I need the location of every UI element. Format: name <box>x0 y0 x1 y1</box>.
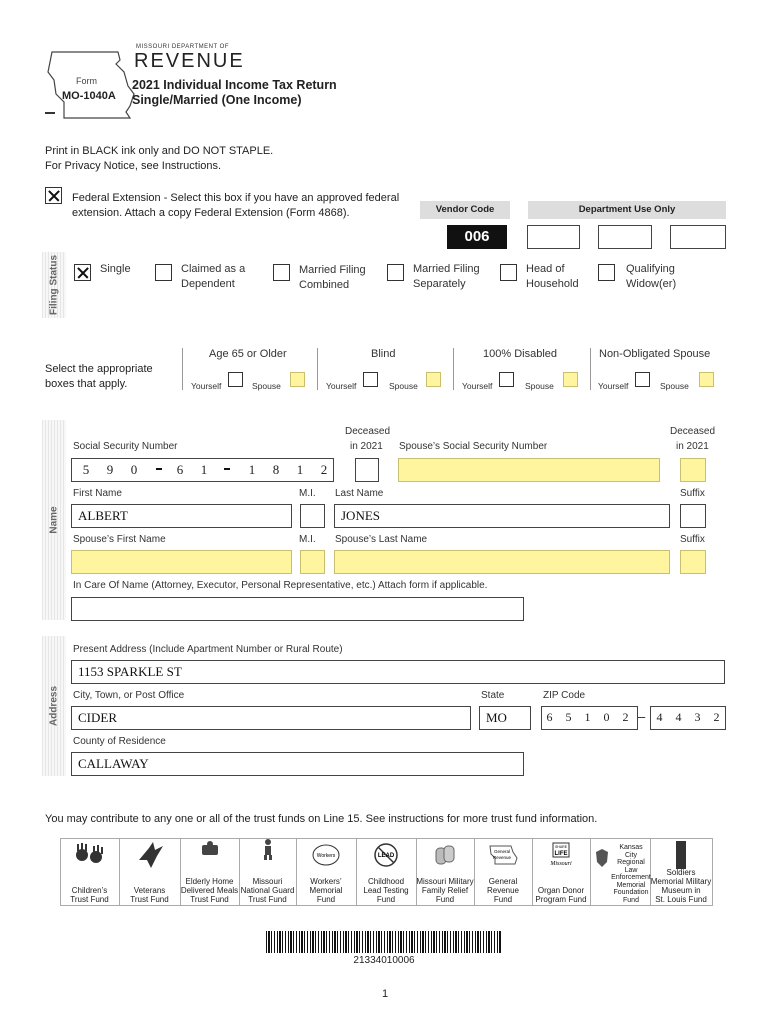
agency-small: MISSOURI DEPARTMENT OF <box>136 44 230 50</box>
filing-status-sidebar: Filing Status <box>42 252 66 318</box>
filing-status-separately-label-2: Separately <box>413 278 466 290</box>
spouse-mi-label: M.I. <box>299 534 316 545</box>
street-address-field[interactable]: 1153 SPARKLE ST <box>71 660 725 684</box>
form-subtitle: Single/Married (One Income) <box>132 93 302 107</box>
ssn-part-2: 6 1 <box>176 462 208 477</box>
address-sidebar: Address <box>42 636 66 776</box>
extension-text-1: Federal Extension - Select this box if you have an approved federal <box>72 192 400 204</box>
disabled-spouse-label: Spouse <box>525 381 554 391</box>
trust-fund-soldiers-museum[interactable]: Soldiers Memorial Military Museum in St. Louis Fund <box>650 838 712 906</box>
deceased-checkbox[interactable] <box>355 458 379 482</box>
instruction-privacy: For Privacy Notice, see Instructions. <box>45 160 222 172</box>
extension-text-2: extension. Attach a copy Federal Extension (Form 4868). <box>72 207 350 219</box>
barcode-number: 21334010006 <box>353 955 415 966</box>
svg-text:Missouri: Missouri <box>550 861 572 867</box>
form-title: 2021 Individual Income Tax Return <box>132 78 337 92</box>
mi-label: M.I. <box>299 488 316 499</box>
mi-field[interactable] <box>300 504 325 528</box>
deceased-label-1: Deceased <box>345 426 391 437</box>
department-use-label: Department Use Only <box>528 201 726 219</box>
page-number: 1 <box>381 988 389 1000</box>
blind-spouse-checkbox[interactable] <box>426 372 441 387</box>
spouse-mi-field[interactable] <box>300 550 325 574</box>
filing-status-dependent-label-2: Dependent <box>181 278 235 290</box>
name-sidebar: Name <box>42 420 66 620</box>
ssn-part-3: 1 8 1 2 <box>248 462 328 477</box>
disabled-yourself-checkbox[interactable] <box>499 372 514 387</box>
city-label: City, Town, or Post Office <box>73 690 185 701</box>
disabled-yourself-label: Yourself <box>462 381 493 391</box>
deceased-label-2: in 2021 <box>350 441 383 452</box>
disabled-spouse-checkbox[interactable] <box>563 372 578 387</box>
select-prompt-1: Select the appropriate <box>45 363 153 375</box>
blind-heading: Blind <box>371 348 396 360</box>
filing-status-combined-checkbox[interactable] <box>273 264 290 281</box>
non-obligated-spouse-checkbox[interactable] <box>699 372 714 387</box>
ssn-part-1: 5 9 0 <box>82 462 138 477</box>
state-field[interactable]: MO <box>479 706 531 730</box>
trust-fund-children[interactable]: Children’s Trust Fund <box>60 838 120 906</box>
spouse-last-name-label: Spouse’s Last Name <box>335 534 428 545</box>
spouse-ssn-field[interactable] <box>398 458 660 482</box>
care-of-label: In Care Of Name (Attorney, Executor, Personal Representative, etc.) Attach form if applicable. <box>73 580 488 591</box>
filing-status-head-checkbox[interactable] <box>500 264 517 281</box>
state-label: State <box>481 690 505 701</box>
divider <box>317 348 318 390</box>
trust-fund-intro: You may contribute to any one or all of the trust funds on Line 15. See instructions for more trust fund information. <box>45 813 598 825</box>
filing-status-combined-label-2: Combined <box>299 279 350 291</box>
spouse-first-name-field[interactable] <box>71 550 292 574</box>
filing-status-single-checkbox[interactable] <box>74 264 91 281</box>
badge-icon <box>594 848 610 871</box>
dog-tags-icon <box>416 838 474 872</box>
form-number: MO-1040A <box>62 90 116 102</box>
handprints-icon <box>60 838 119 872</box>
museum-icon <box>650 838 712 872</box>
filing-status-head-label-1: Head of <box>526 263 565 275</box>
dept-use-box-3 <box>670 225 726 249</box>
disabled-heading: 100% Disabled <box>483 348 557 360</box>
non-obligated-spouse-label: Spouse <box>660 381 689 391</box>
county-label: County of Residence <box>73 736 166 747</box>
zip-label: ZIP Code <box>543 690 586 701</box>
filing-status-dependent-checkbox[interactable] <box>155 264 172 281</box>
trust-fund-national-guard[interactable]: Missouri National Guard Trust Fund <box>239 838 297 906</box>
svg-text:LEAD: LEAD <box>377 853 395 859</box>
dept-use-box-1 <box>527 225 580 249</box>
filing-status-widow-label-1: Qualifying <box>626 263 675 275</box>
trust-fund-general-revenue[interactable]: General Revenue General Revenue Fund <box>474 838 533 906</box>
filing-status-single-label: Single <box>100 263 131 275</box>
workers-icon <box>296 838 356 872</box>
age-65-spouse-checkbox[interactable] <box>290 372 305 387</box>
no-lead-icon <box>356 838 416 872</box>
spouse-deceased-label-1: Deceased <box>670 426 716 437</box>
spouse-ssn-label: Spouse’s Social Security Number <box>399 441 548 452</box>
trust-fund-workers-memorial[interactable]: Workers Workers’ Memorial Fund <box>296 838 357 906</box>
divider <box>590 348 591 390</box>
suffix-field[interactable] <box>680 504 706 528</box>
barcode <box>266 931 502 953</box>
meal-icon <box>180 838 239 860</box>
ssn-label: Social Security Number <box>73 441 178 452</box>
non-obligated-yourself-label: Yourself <box>598 381 629 391</box>
last-name-field[interactable]: JONES <box>334 504 670 528</box>
trust-fund-lead-testing[interactable]: LEAD Childhood Lead Testing Fund <box>356 838 417 906</box>
svg-text:General: General <box>493 849 511 854</box>
zip5-digits: 6 5 1 0 2 <box>546 710 629 724</box>
trust-fund-military-family[interactable]: Missouri Military Family Relief Fund <box>416 838 475 906</box>
spouse-deceased-label-2: in 2021 <box>676 441 709 452</box>
svg-text:Revenue: Revenue <box>492 855 512 860</box>
trust-fund-organ-donor[interactable]: SHARE LIFE Missouri Organ Donor Program Fund <box>532 838 591 906</box>
dept-use-box-2 <box>598 225 652 249</box>
svg-text:SHARE: SHARE <box>554 845 568 849</box>
filing-status-widow-label-2: Widow(er) <box>626 278 677 290</box>
federal-extension-checkbox[interactable] <box>45 187 62 204</box>
divider <box>453 348 454 390</box>
form-label: Form <box>76 76 97 86</box>
vendor-code-label: Vendor Code <box>420 201 510 219</box>
first-name-label: First Name <box>73 488 122 499</box>
spouse-suffix-label: Suffix <box>680 534 705 545</box>
blind-spouse-label: Spouse <box>389 381 418 391</box>
filing-status-separately-label-1: Married Filing <box>413 263 480 275</box>
eagle-icon <box>119 838 180 872</box>
filing-status-head-label-2: Household <box>526 278 579 290</box>
spouse-deceased-checkbox[interactable] <box>680 458 706 482</box>
age-yourself-label: Yourself <box>191 381 222 391</box>
agency-logo: REVENUE <box>134 50 245 72</box>
select-prompt-2: boxes that apply. <box>45 378 128 390</box>
ssn-dash <box>224 468 230 470</box>
instruction-ink: Print in BLACK ink only and DO NOT STAPLE. <box>45 145 274 157</box>
zip4-digits: 4 4 3 2 <box>656 710 720 724</box>
age-65-yourself-checkbox[interactable] <box>228 372 243 387</box>
zip-dash: – <box>638 709 646 724</box>
share-life-icon <box>532 838 590 872</box>
trust-fund-kc-law-enforcement[interactable]: Kansas City Regional Law Enforcement Memorial Foundation Fund <box>590 838 651 906</box>
soldier-icon <box>239 838 296 860</box>
suffix-label: Suffix <box>680 488 705 499</box>
missouri-map-icon <box>474 838 532 872</box>
trust-fund-elderly-meals[interactable]: Elderly Home Delivered Meals Trust Fund <box>180 838 240 906</box>
care-of-field[interactable] <box>71 597 524 621</box>
filing-status-separately-checkbox[interactable] <box>387 264 404 281</box>
filing-status-combined-label-1: Married Filing <box>299 264 366 276</box>
blind-yourself-label: Yourself <box>326 381 357 391</box>
spouse-first-name-label: Spouse’s First Name <box>73 534 166 545</box>
present-address-label: Present Address (Include Apartment Number or Rural Route) <box>73 644 343 655</box>
filing-status-dependent-label-1: Claimed as a <box>181 263 246 275</box>
age-65-heading: Age 65 or Older <box>209 348 287 360</box>
trust-fund-veterans[interactable]: Veterans Trust Fund <box>119 838 181 906</box>
vendor-code: 006 <box>447 225 507 249</box>
spouse-suffix-field[interactable] <box>680 550 706 574</box>
svg-text:LIFE: LIFE <box>554 851 568 857</box>
non-obligated-heading: Non-Obligated Spouse <box>599 348 711 360</box>
non-obligated-yourself-checkbox[interactable] <box>635 372 650 387</box>
svg-text:Workers: Workers <box>316 853 336 859</box>
divider <box>182 348 183 390</box>
blind-yourself-checkbox[interactable] <box>363 372 378 387</box>
filing-status-widow-checkbox[interactable] <box>598 264 615 281</box>
first-name-field[interactable]: ALBERT <box>71 504 292 528</box>
last-name-label: Last Name <box>335 488 384 499</box>
form-dash <box>45 112 55 114</box>
age-spouse-label: Spouse <box>252 381 281 391</box>
city-field[interactable]: CIDER <box>71 706 471 730</box>
county-field[interactable]: CALLAWAY <box>71 752 524 776</box>
spouse-last-name-field[interactable] <box>334 550 670 574</box>
ssn-dash <box>156 468 162 470</box>
